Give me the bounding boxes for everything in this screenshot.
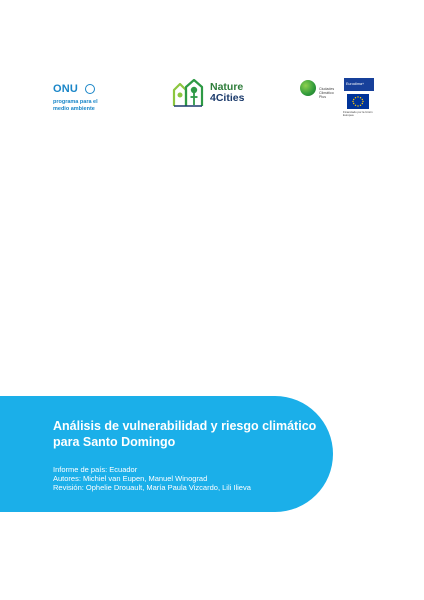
nature4cities-emblem-icon bbox=[172, 78, 206, 108]
report-authors: Autores: Michiel van Eupen, Manuel Winograd bbox=[53, 474, 208, 483]
title-band bbox=[0, 396, 333, 512]
unep-subtitle bbox=[53, 99, 98, 112]
euroclima-label: Euroclima+ bbox=[346, 82, 365, 86]
green-globe-icon bbox=[300, 80, 316, 96]
unep-subtitle-line1: programa para el bbox=[53, 99, 98, 105]
report-reviewers: Revisión: Ophelie Drouault, María Paula Vizcardo, Lili Ilieva bbox=[53, 483, 251, 492]
unep-logo bbox=[53, 80, 98, 112]
unep-name: ONU bbox=[53, 82, 79, 95]
eu-flag bbox=[347, 94, 369, 109]
eu-caption: Financiado por la Unión Europea bbox=[343, 110, 373, 118]
un-emblem-icon bbox=[85, 84, 95, 94]
report-meta bbox=[53, 465, 251, 492]
euroclima-logo bbox=[344, 78, 374, 91]
logo-row bbox=[0, 0, 424, 130]
eu-stars-icon bbox=[347, 94, 369, 109]
report-type: Informe de país: Ecuador bbox=[53, 465, 138, 474]
nature4cities-word1: Nature bbox=[210, 81, 244, 93]
nature4cities-word2: 4Cities bbox=[210, 92, 245, 104]
ccp-text: Ciudades Climático Plus bbox=[319, 87, 335, 99]
report-title: Análisis de vulnerabilidad y riesgo climático para Santo Domingo bbox=[53, 419, 317, 449]
unep-subtitle-line2: medio ambiente bbox=[53, 105, 95, 112]
nature4cities-wordmark bbox=[210, 82, 244, 104]
